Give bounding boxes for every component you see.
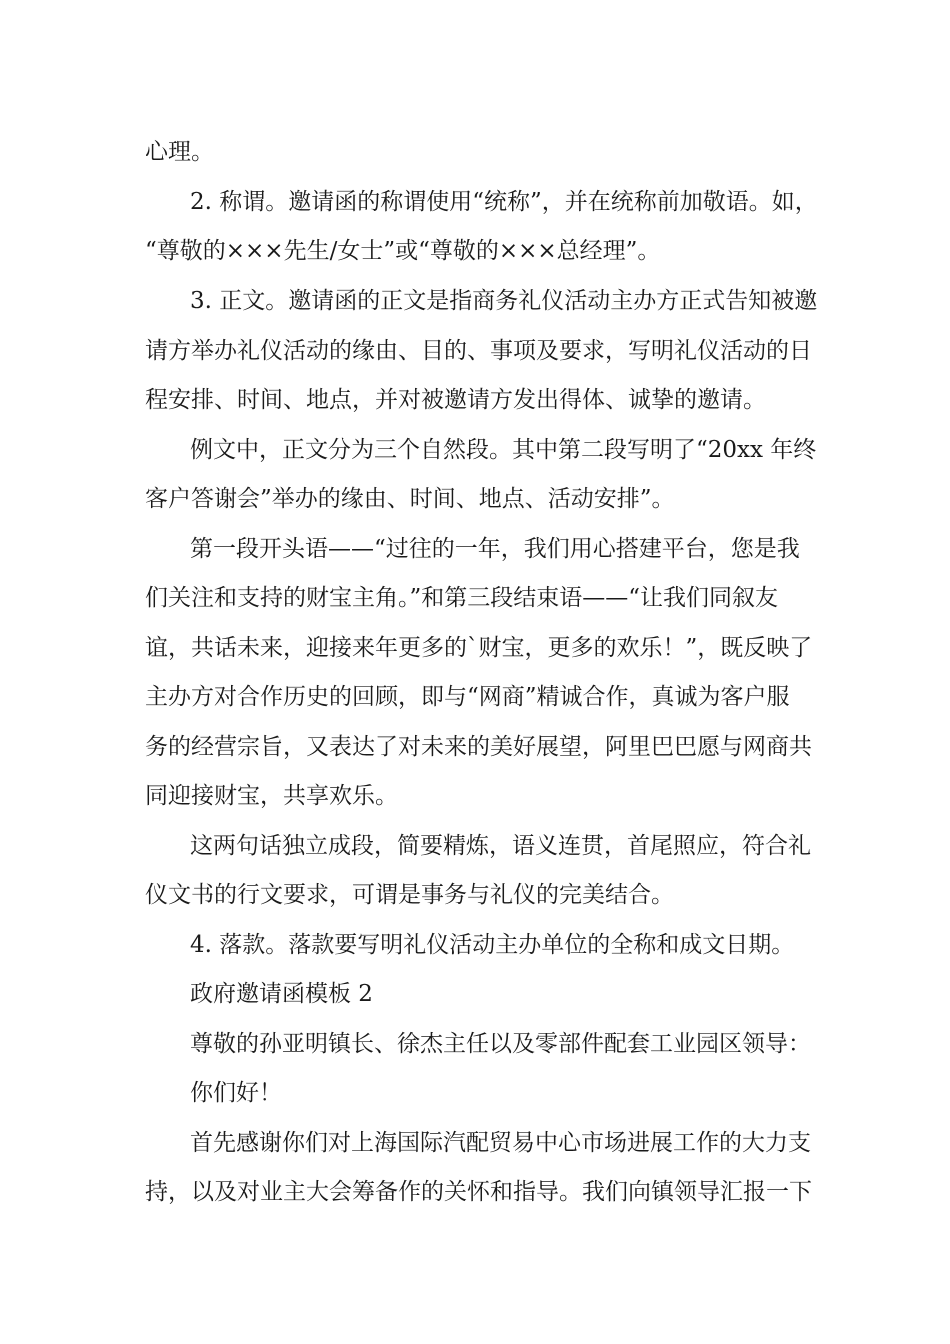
text-line: 首先感谢你们对上海国际汽配贸易中心市场进展工作的大力支	[190, 1130, 811, 1156]
greeting: 你们好！	[190, 1080, 282, 1106]
salutation: 尊敬的孙亚明镇长、徐杰主任以及零部件配套工业园区领导：	[190, 1031, 811, 1057]
text-line: 4. 落款。落款要写明礼仪活动主办单位的全称和成文日期。	[190, 932, 795, 958]
section-heading: 政府邀请函模板 2	[190, 981, 373, 1007]
text-line: 同迎接财宝，共享欢乐。	[145, 783, 398, 809]
text-line: 2. 称谓。邀请函的称谓使用“统称”，并在统称前加敬语。如，	[190, 189, 818, 215]
text-line: “尊敬的×××先生/女士”或“尊敬的×××总经理”。	[145, 238, 661, 264]
text-line: 请方举办礼仪活动的缘由、目的、事项及要求，写明礼仪活动的日	[145, 338, 812, 364]
text-line: 主办方对合作历史的回顾，即与“网商”精诚合作，真诚为客户服	[145, 684, 790, 710]
text-line: 仪文书的行文要求，可谓是事务与礼仪的完美结合。	[145, 882, 674, 908]
text-line: 这两句话独立成段，简要精炼，语义连贯，首尾照应，符合礼	[190, 833, 811, 859]
text-line: 心理。	[145, 139, 214, 165]
text-line: 谊，共话未来，迎接来年更多的`财宝，更多的欢乐！”，既反映了	[145, 635, 813, 661]
text-line: 3. 正文。邀请函的正文是指商务礼仪活动主办方正式告知被邀	[190, 288, 818, 314]
text-line: 例文中，正文分为三个自然段。其中第二段写明了“20xx 年终	[190, 437, 817, 463]
text-line: 第一段开头语——“过往的一年，我们用心搭建平台，您是我	[190, 536, 800, 562]
text-line: 们关注和支持的财宝主角。”和第三段结束语——“让我们同叙友	[145, 585, 779, 611]
text-line: 持，以及对业主大会筹备作的关怀和指导。我们向镇领导汇报一下	[145, 1179, 812, 1205]
text-line: 程安排、时间、地点，并对被邀请方发出得体、诚挚的邀请。	[145, 387, 766, 413]
text-line: 务的经营宗旨，又表达了对未来的美好展望，阿里巴巴愿与网商共	[145, 734, 812, 760]
text-line: 客户答谢会”举办的缘由、时间、地点、活动安排”。	[145, 486, 675, 512]
